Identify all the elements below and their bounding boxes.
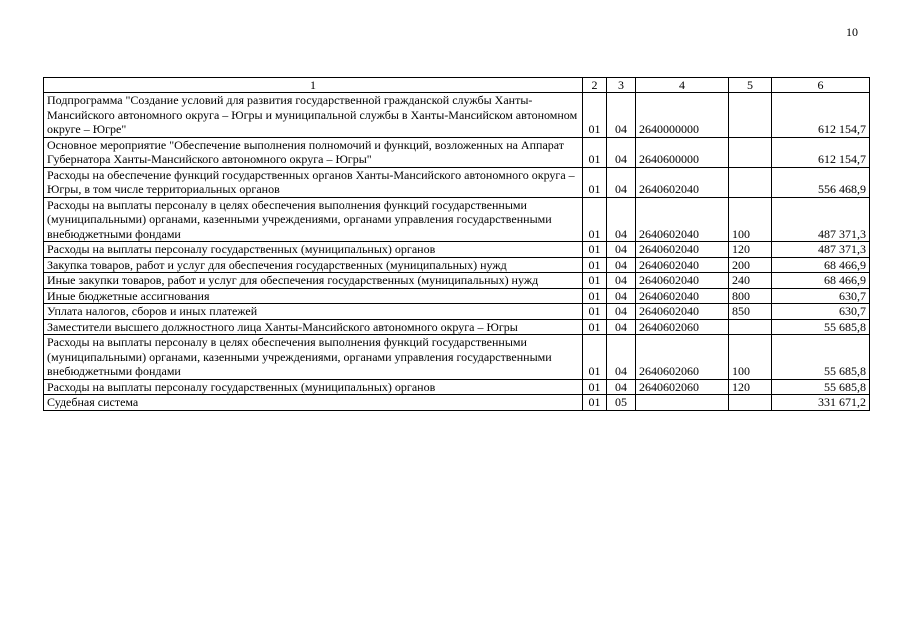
- col-header-target: 4: [636, 78, 729, 93]
- cell-name: Расходы на обеспечение функций государственных органов Ханты-Мансийского автономного округа – Югры, в том числе территориальных органов: [44, 167, 583, 197]
- table-row: [44, 273, 870, 289]
- table-row: [44, 257, 870, 273]
- cell-expense-type: 800: [729, 288, 772, 304]
- cell-section: 01: [583, 335, 607, 380]
- table-row: [44, 379, 870, 395]
- table-row: [44, 93, 870, 138]
- cell-target: 2640602040: [636, 304, 729, 320]
- cell-amount: 331 671,2: [772, 395, 870, 411]
- cell-amount: 55 685,8: [772, 319, 870, 335]
- cell-expense-type: 100: [729, 335, 772, 380]
- cell-expense-type: [729, 93, 772, 138]
- cell-section: 01: [583, 319, 607, 335]
- cell-target: 2640602060: [636, 379, 729, 395]
- cell-name: Расходы на выплаты персоналу государственных (муниципальных) органов: [44, 242, 583, 258]
- cell-amount: 55 685,8: [772, 379, 870, 395]
- cell-section: 01: [583, 167, 607, 197]
- cell-expense-type: [729, 167, 772, 197]
- cell-expense-type: [729, 319, 772, 335]
- cell-section: 01: [583, 379, 607, 395]
- cell-name: Закупка товаров, работ и услуг для обеспечения государственных (муниципальных) нужд: [44, 257, 583, 273]
- cell-expense-type: 120: [729, 242, 772, 258]
- col-header-section: 2: [583, 78, 607, 93]
- col-header-amount: 6: [772, 78, 870, 93]
- cell-amount: 556 468,9: [772, 167, 870, 197]
- cell-subsection: 04: [607, 93, 636, 138]
- cell-subsection: 04: [607, 379, 636, 395]
- cell-name: Основное мероприятие "Обеспечение выполнения полномочий и функций, возложенных на Аппарат Губернатора Ханты-Мансийского автономного округа – Югры": [44, 137, 583, 167]
- cell-subsection: 04: [607, 273, 636, 289]
- cell-target: 2640602040: [636, 242, 729, 258]
- budget-table: [43, 77, 870, 411]
- cell-name: Уплата налогов, сборов и иных платежей: [44, 304, 583, 320]
- table-row: [44, 335, 870, 380]
- cell-target: [636, 395, 729, 411]
- cell-section: 01: [583, 395, 607, 411]
- cell-subsection: 04: [607, 242, 636, 258]
- col-header-subsection: 3: [607, 78, 636, 93]
- cell-target: 2640602060: [636, 335, 729, 380]
- cell-name: Иные закупки товаров, работ и услуг для обеспечения государственных (муниципальных) нужд: [44, 273, 583, 289]
- cell-section: 01: [583, 304, 607, 320]
- cell-target: 2640602040: [636, 197, 729, 242]
- cell-section: 01: [583, 288, 607, 304]
- cell-target: 2640602040: [636, 273, 729, 289]
- cell-subsection: 05: [607, 395, 636, 411]
- cell-subsection: 04: [607, 335, 636, 380]
- cell-subsection: 04: [607, 304, 636, 320]
- table-row: [44, 395, 870, 411]
- cell-amount: 55 685,8: [772, 335, 870, 380]
- cell-section: 01: [583, 93, 607, 138]
- cell-subsection: 04: [607, 197, 636, 242]
- cell-amount: 68 466,9: [772, 273, 870, 289]
- page-number: 10: [846, 25, 858, 39]
- cell-target: 2640602040: [636, 257, 729, 273]
- cell-name: Расходы на выплаты персоналу в целях обеспечения выполнения функций государственными (муниципальными) органами, казенными учреждениями, органами управления государственными внебюджетными фондами: [44, 335, 583, 380]
- cell-name: Расходы на выплаты персоналу государственных (муниципальных) органов: [44, 379, 583, 395]
- cell-target: 2640602040: [636, 167, 729, 197]
- cell-section: 01: [583, 137, 607, 167]
- cell-amount: 612 154,7: [772, 93, 870, 138]
- cell-expense-type: 850: [729, 304, 772, 320]
- table-row: [44, 304, 870, 320]
- cell-amount: 612 154,7: [772, 137, 870, 167]
- cell-amount: 487 371,3: [772, 242, 870, 258]
- cell-section: 01: [583, 273, 607, 289]
- cell-target: 2640600000: [636, 137, 729, 167]
- cell-section: 01: [583, 257, 607, 273]
- cell-subsection: 04: [607, 167, 636, 197]
- cell-expense-type: 240: [729, 273, 772, 289]
- cell-subsection: 04: [607, 137, 636, 167]
- cell-target: 2640000000: [636, 93, 729, 138]
- cell-amount: 630,7: [772, 304, 870, 320]
- cell-subsection: 04: [607, 288, 636, 304]
- table-row: [44, 288, 870, 304]
- cell-expense-type: [729, 137, 772, 167]
- cell-expense-type: [729, 395, 772, 411]
- cell-name: Подпрограмма "Создание условий для развития государственной гражданской службы Ханты-Мансийского автономного округа – Югры и муниципальной службы в Ханты-Мансийском автономном округе – Югре": [44, 93, 583, 138]
- cell-expense-type: 200: [729, 257, 772, 273]
- cell-section: 01: [583, 197, 607, 242]
- cell-expense-type: 120: [729, 379, 772, 395]
- col-header-name: 1: [44, 78, 583, 93]
- cell-name: Заместители высшего должностного лица Ханты-Мансийского автономного округа – Югры: [44, 319, 583, 335]
- col-header-expense-type: 5: [729, 78, 772, 93]
- table-row: [44, 319, 870, 335]
- cell-name: Иные бюджетные ассигнования: [44, 288, 583, 304]
- cell-name: Судебная система: [44, 395, 583, 411]
- table-row: [44, 242, 870, 258]
- cell-amount: 630,7: [772, 288, 870, 304]
- table-row: [44, 197, 870, 242]
- table-row: [44, 137, 870, 167]
- table-row: [44, 167, 870, 197]
- cell-subsection: 04: [607, 257, 636, 273]
- cell-section: 01: [583, 242, 607, 258]
- cell-target: 2640602060: [636, 319, 729, 335]
- cell-amount: 68 466,9: [772, 257, 870, 273]
- header-row: [44, 78, 870, 93]
- cell-target: 2640602040: [636, 288, 729, 304]
- cell-expense-type: 100: [729, 197, 772, 242]
- cell-amount: 487 371,3: [772, 197, 870, 242]
- cell-name: Расходы на выплаты персоналу в целях обеспечения выполнения функций государственными (муниципальными) органами, казенными учреждениями, органами управления государственными внебюджетными фондами: [44, 197, 583, 242]
- cell-subsection: 04: [607, 319, 636, 335]
